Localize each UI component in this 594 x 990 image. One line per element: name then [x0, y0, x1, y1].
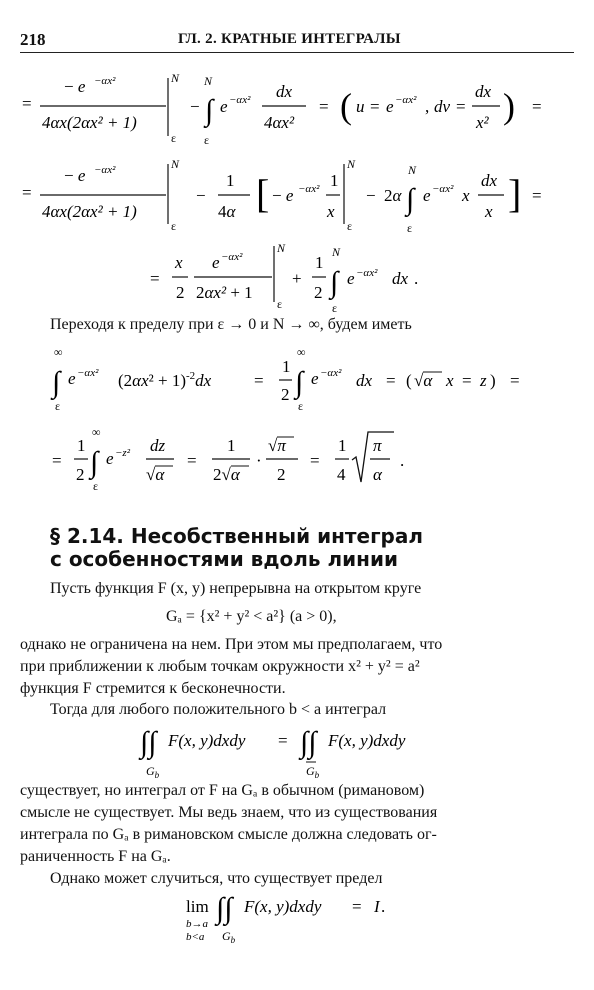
svg-text:4α: 4α — [218, 202, 236, 221]
svg-text:2: 2 — [314, 283, 323, 302]
svg-text:e: e — [106, 449, 114, 468]
svg-text:√α: √α — [414, 371, 433, 390]
svg-text:2: 2 — [277, 465, 286, 484]
svg-text:b→a: b→a — [186, 918, 208, 930]
svg-text:∞: ∞ — [297, 346, 306, 359]
svg-text:1: 1 — [282, 357, 291, 376]
svg-text:4αx(2αx² + 1): 4αx(2αx² + 1) — [42, 113, 137, 132]
svg-text:N: N — [171, 71, 180, 85]
paragraph-line: функция F стремится к бесконечности. — [20, 680, 286, 697]
svg-text:∫: ∫ — [295, 366, 304, 399]
svg-text:dx: dx — [475, 82, 492, 101]
svg-text:dx: dx — [276, 82, 293, 101]
svg-text:=: = — [462, 371, 472, 390]
svg-text:e: e — [386, 97, 394, 116]
svg-text:=: = — [150, 269, 160, 288]
svg-text:N: N — [204, 74, 213, 88]
svg-text:·: · — [256, 451, 262, 470]
paragraph-line: существует, но интеграл от F на Gₐ в обычном (римановом) — [20, 782, 425, 799]
svg-text:u: u — [356, 97, 365, 116]
paragraph-line: смысле не существует. Мы ведь знаем, что из существования — [20, 804, 438, 821]
svg-text:∫∫: ∫∫ — [300, 726, 317, 759]
svg-text:∞: ∞ — [92, 425, 101, 439]
svg-text:2α: 2α — [384, 186, 402, 205]
svg-text:N: N — [408, 163, 417, 177]
formula-line-1 — [0, 62, 594, 144]
svg-text:b<a: b<a — [186, 931, 205, 943]
svg-text:−αx²: −αx² — [77, 367, 99, 379]
svg-text:4: 4 — [337, 465, 346, 484]
svg-text:−αx²: −αx² — [94, 164, 116, 176]
svg-text:2αx² + 1: 2αx² + 1 — [196, 283, 253, 302]
svg-text:Gb: $G_b$ — [146, 764, 160, 780]
svg-text:π: π — [373, 436, 382, 455]
svg-text:]: ] — [508, 171, 522, 216]
svg-text:=: = — [370, 97, 380, 116]
svg-text:∫: ∫ — [205, 94, 214, 127]
svg-text:−αx²: −αx² — [229, 94, 251, 106]
paragraph-line: однако не ограничена на нем. При этом мы предполагаем, что — [20, 636, 443, 653]
svg-text:=: = — [254, 371, 264, 390]
svg-text:x: x — [175, 253, 183, 272]
paragraph-line: Однако может случиться, что существует предел — [50, 870, 383, 887]
svg-text:− e: − e — [272, 186, 294, 205]
svg-text:ε: ε — [407, 221, 413, 235]
svg-text:.: . — [414, 269, 419, 288]
svg-text:e: e — [311, 369, 319, 388]
svg-text:√π: √π — [268, 436, 286, 455]
svg-text:I: I — [374, 897, 380, 916]
svg-text:+: + — [292, 269, 302, 288]
chapter-title: ГЛ. 2. КРАТНЫЕ ИНТЕГРАЛЫ — [178, 31, 401, 47]
svg-text:e: e — [220, 97, 228, 116]
svg-text:ε: ε — [171, 219, 177, 233]
formula-line-4 — [0, 346, 594, 416]
svg-text:1: 1 — [77, 436, 86, 455]
svg-text:∫: ∫ — [52, 366, 61, 399]
svg-text:=: = — [22, 183, 32, 202]
svg-text:4αx(2αx² + 1): 4αx(2αx² + 1) — [42, 202, 137, 221]
page-number: 218 — [20, 30, 46, 49]
svg-text:=: = — [386, 371, 396, 390]
svg-text:− e: − e — [64, 77, 86, 96]
svg-text:F(x, y)dxdy: F(x, y)dxdy — [168, 731, 246, 750]
svg-text:[: [ — [256, 171, 270, 216]
svg-text:ε: ε — [298, 399, 304, 413]
svg-text:x²: x² — [476, 113, 489, 132]
svg-text:=: = — [52, 451, 62, 470]
svg-text:ε: ε — [204, 133, 210, 144]
svg-text:e: e — [212, 253, 220, 272]
paragraph-line: интеграла по Gₐ в римановском смысле должна следовать ог- — [20, 826, 437, 843]
svg-text:z: z — [480, 371, 487, 390]
svg-text:N: N — [347, 157, 356, 171]
formula-limit — [0, 890, 594, 950]
svg-text:−αx²: −αx² — [298, 183, 320, 195]
svg-text:=: = — [456, 97, 466, 116]
svg-text:2: 2 — [176, 283, 185, 302]
svg-text:4αx²: 4αx² — [264, 113, 295, 132]
svg-text:dx: dx — [392, 269, 409, 288]
svg-text:N: N — [171, 157, 180, 171]
svg-text:=: = — [22, 94, 32, 113]
svg-text:2√α: 2√α — [213, 465, 240, 484]
formula-line-3 — [0, 240, 594, 312]
svg-text:ε: ε — [332, 301, 338, 312]
svg-text:): ) — [503, 86, 515, 126]
formula-line-2 — [0, 150, 594, 236]
svg-text:.: . — [400, 451, 405, 470]
svg-text:−αx²: −αx² — [395, 94, 417, 106]
limit-sentence: Переходя к пределу при ε → 0 и N → ∞, будем иметь — [50, 316, 412, 333]
svg-text:−: − — [366, 186, 376, 205]
svg-text:∫∫: ∫∫ — [216, 892, 233, 925]
svg-text:∫: ∫ — [90, 446, 99, 479]
svg-text:− e: − e — [64, 166, 86, 185]
paragraph-line: при приближении к любым точкам окружности x² + y² = a² — [20, 658, 420, 675]
svg-text:2: 2 — [76, 465, 85, 484]
svg-text:(: ( — [340, 86, 352, 126]
svg-text:x: x — [462, 186, 470, 205]
svg-text:x: x — [485, 202, 493, 221]
paragraph-function-def: Пусть функция F (x, y) непрерывна на открытом круге — [50, 580, 422, 597]
svg-text:2: 2 — [281, 385, 290, 404]
svg-text:∞: ∞ — [54, 346, 63, 359]
svg-text:Gb: $G_b$ — [222, 929, 236, 945]
svg-text:=: = — [310, 451, 320, 470]
svg-text:1: 1 — [330, 171, 339, 190]
svg-text:−: − — [190, 97, 200, 116]
svg-text:=: = — [532, 97, 542, 116]
section-title-line-2: с особенностями вдоль линии — [50, 547, 398, 571]
running-header — [20, 28, 574, 53]
svg-text:−αx²: −αx² — [432, 183, 454, 195]
svg-text:ε: ε — [277, 297, 283, 311]
svg-text:=: = — [532, 186, 542, 205]
svg-text:−αx²: −αx² — [356, 267, 378, 279]
svg-text:dx: dx — [356, 371, 373, 390]
svg-text:1: 1 — [338, 436, 347, 455]
paragraph-line: раниченность F на Gₐ. — [20, 848, 171, 865]
svg-text:−αx²: −αx² — [94, 75, 116, 87]
svg-text:(: ( — [406, 371, 412, 390]
svg-text:=: = — [187, 451, 197, 470]
svg-text:e: e — [68, 369, 76, 388]
svg-text:∫: ∫ — [330, 266, 339, 299]
svg-text:): ) — [490, 371, 496, 390]
svg-text:α: α — [373, 465, 382, 484]
section-title-line-1: § 2.14. Несобственный интеграл — [50, 524, 423, 548]
disk-definition: Gₐ = {x² + y² < a²} (a > 0), — [166, 608, 337, 625]
svg-text:ε: ε — [55, 399, 61, 413]
svg-text:1: 1 — [226, 171, 235, 190]
paragraph-line: Тогда для любого положительного b < a интеграл — [50, 701, 387, 718]
svg-text:ε: ε — [347, 219, 353, 233]
svg-text:dv: dv — [434, 97, 451, 116]
svg-text:F(x, y)dxdy: F(x, y)dxdy — [328, 731, 406, 750]
svg-text:1: 1 — [315, 253, 324, 272]
svg-text:,: , — [425, 97, 430, 116]
formula-line-5 — [0, 424, 594, 494]
svg-text:(2αx² + 1)-2dx: $(2\alpha x^2 + 1)^{-2}dx$ — [118, 370, 212, 390]
svg-text:=: = — [278, 731, 288, 750]
svg-text:F(x, y)dxdy: F(x, y)dxdy — [244, 897, 322, 916]
svg-text:.: . — [381, 897, 386, 916]
svg-text:dz: dz — [150, 436, 166, 455]
svg-text:=: = — [319, 97, 329, 116]
svg-text:−: − — [196, 186, 206, 205]
svg-text:ε: ε — [171, 131, 177, 144]
svg-text:dx: dx — [481, 171, 498, 190]
svg-text:Gb: $G_b$ — [306, 764, 320, 780]
svg-text:−z²: −z² — [115, 447, 131, 459]
svg-text:=: = — [352, 897, 362, 916]
svg-text:∫: ∫ — [406, 183, 415, 216]
formula-double-integrals — [0, 720, 594, 780]
svg-text:e: e — [347, 269, 355, 288]
svg-text:ε: ε — [93, 479, 99, 493]
svg-text:x: x — [327, 202, 335, 221]
svg-text:√α: √α — [146, 465, 165, 484]
svg-text:x: x — [446, 371, 454, 390]
svg-text:1: 1 — [227, 436, 236, 455]
svg-text:N: N — [277, 241, 286, 255]
svg-text:−αx²: −αx² — [320, 367, 342, 379]
svg-text:−αx²: −αx² — [221, 251, 243, 263]
svg-text:lim: lim — [186, 897, 209, 916]
svg-text:N: N — [332, 245, 341, 259]
svg-text:=: = — [510, 371, 520, 390]
svg-text:e: e — [423, 186, 431, 205]
svg-text:∫∫: ∫∫ — [140, 726, 157, 759]
